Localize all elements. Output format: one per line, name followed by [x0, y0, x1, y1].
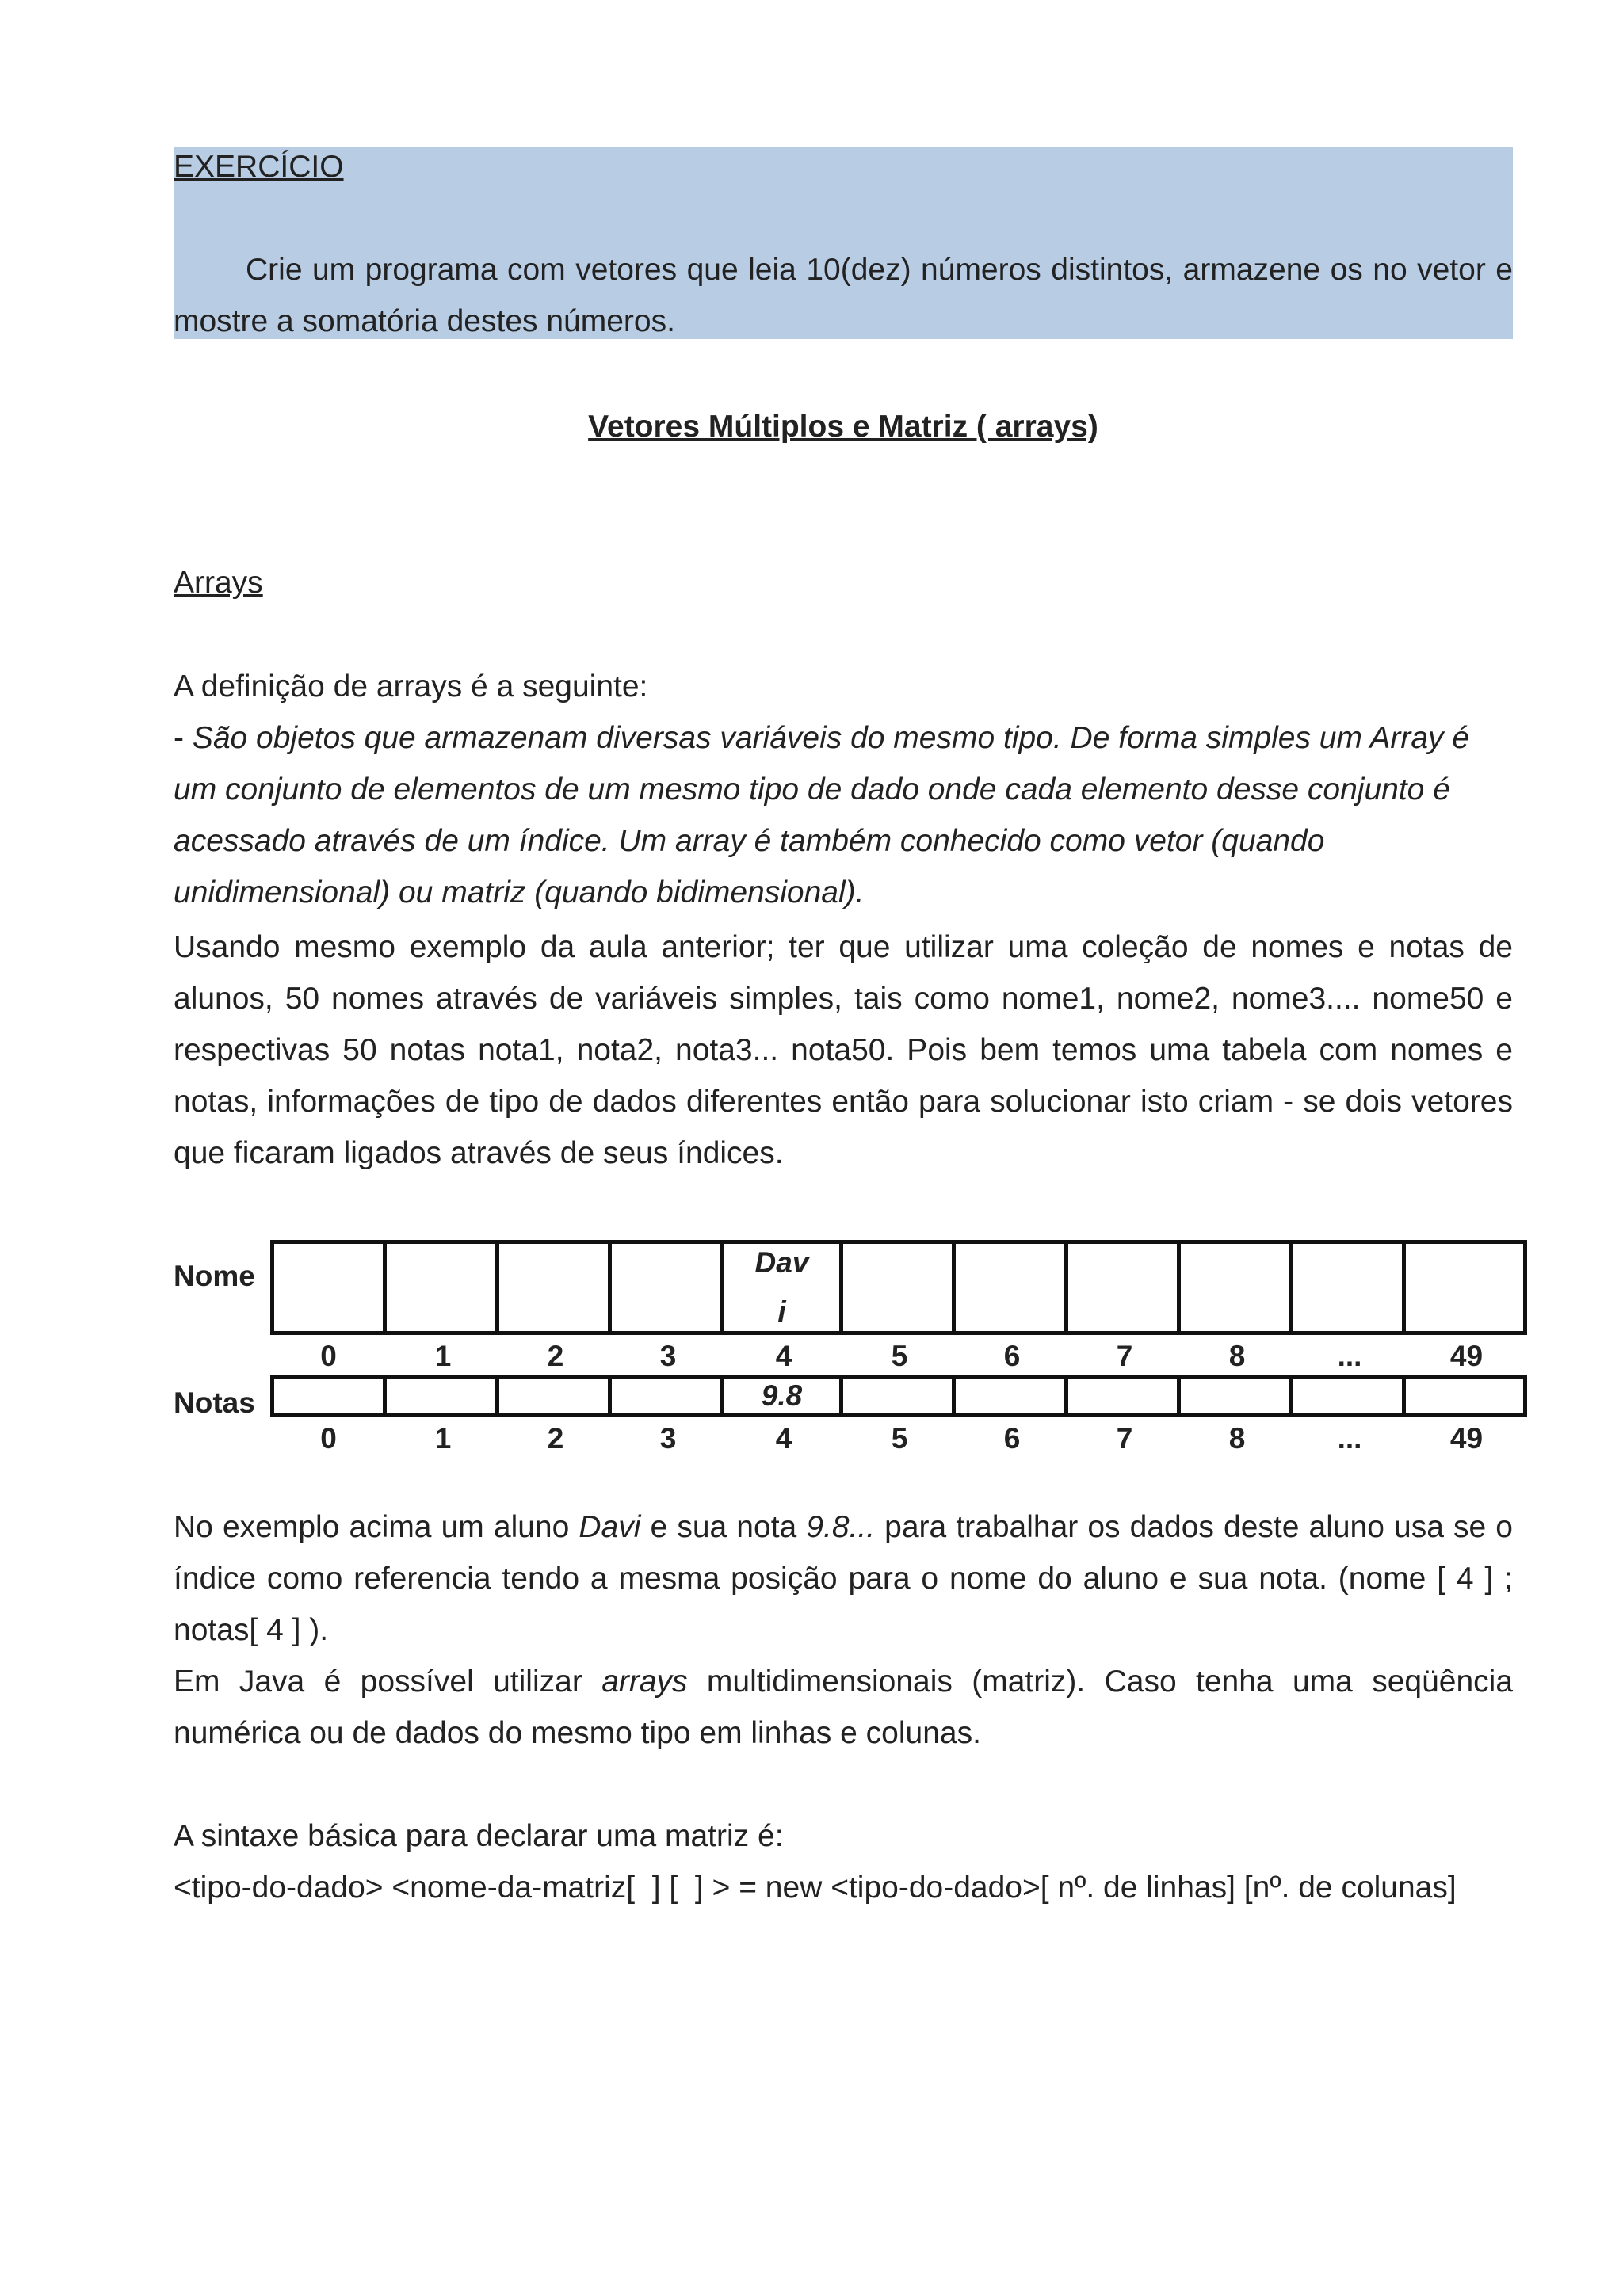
nota-cell [495, 1375, 612, 1417]
index-label: 4 [775, 1340, 792, 1372]
definition-italic: São objetos que armazenam diversas variáveis do mesmo tipo. De forma simples um Array é um conjunto de elementos de um mesmo tipo de dado onde cada elemento desse conjunto é acessado através de um índice. Um array é também conhecido como vetor (quando unidimensional) ou matriz (quando bidimensional). [174, 721, 1470, 910]
syntax-code: <tipo-do-dado> <nome-da-matriz[ ] [ ] > = new <tipo-do-dado>[ nº. de linhas] [nº. de colunas] [174, 1871, 1457, 1905]
index-label: 49 [1449, 1422, 1484, 1455]
index-label: 3 [659, 1340, 677, 1372]
example-paragraph-1 [174, 1501, 1513, 1656]
nome-value-line2: i [777, 1295, 786, 1328]
index-label: 2 [547, 1340, 564, 1372]
index-label: 5 [891, 1340, 908, 1372]
index-label: ... [1337, 1340, 1362, 1372]
nota-cell-4 [720, 1375, 843, 1417]
example-paragraph-2 [174, 1656, 1513, 1759]
nota-cell [1064, 1375, 1181, 1417]
nome-label: Nome [174, 1260, 255, 1292]
index-label: 1 [434, 1340, 452, 1372]
index-label: 5 [891, 1422, 908, 1455]
example-text-c: para trabalhar os dados deste aluno usa se o índice como referencia tendo a mesma posição para o nome do aluno e sua nota. (nome [ 4 ] ; notas[ 4 ] ). [174, 1510, 1513, 1647]
nome-cell [1177, 1240, 1293, 1335]
nome-value-line1: Dav [754, 1246, 809, 1279]
nome-cell-4 [720, 1240, 843, 1335]
index-label: 2 [547, 1422, 564, 1455]
definition-text [174, 712, 1521, 918]
nota-cell [952, 1375, 1068, 1417]
index-label: ... [1337, 1422, 1362, 1455]
nome-cell [1402, 1240, 1527, 1335]
example-student-name: Davi [579, 1510, 641, 1544]
nota-cell [839, 1375, 956, 1417]
notas-array [270, 1375, 1527, 1417]
nome-cell [495, 1240, 612, 1335]
index-label: 0 [320, 1340, 337, 1372]
nota-cell [1402, 1375, 1527, 1417]
example-text-a: No exemplo acima um aluno [174, 1510, 579, 1544]
example-student-grade: 9.8... [806, 1510, 876, 1544]
index-label: 7 [1116, 1422, 1133, 1455]
definition-dash: - [174, 721, 193, 755]
java-text-b: multidimensionais (matriz). Caso tenha uma seqüência numérica ou de dados do mesmo tipo em linhas e colunas. [174, 1665, 1514, 1750]
nome-array [270, 1240, 1527, 1335]
nome-cell [839, 1240, 956, 1335]
java-arrays-word: arrays [601, 1665, 688, 1699]
nota-cell [1289, 1375, 1406, 1417]
index-label: 0 [320, 1422, 337, 1455]
nome-cell [952, 1240, 1068, 1335]
index-label: 6 [1003, 1340, 1021, 1372]
notas-index-row [270, 1420, 1527, 1458]
nome-cell [1289, 1240, 1406, 1335]
index-label: 7 [1116, 1340, 1133, 1372]
nome-index-row [270, 1337, 1527, 1375]
nome-cell [608, 1240, 724, 1335]
definition-intro: A definição de arrays é a seguinte: [174, 669, 648, 704]
index-label: 4 [775, 1422, 792, 1455]
index-label: 49 [1449, 1340, 1484, 1372]
index-label: 8 [1228, 1422, 1246, 1455]
index-label: 6 [1003, 1422, 1021, 1455]
nota-cell [270, 1375, 387, 1417]
nota-cell [608, 1375, 724, 1417]
nome-cell [383, 1240, 499, 1335]
exercise-heading: EXERCÍCIO [174, 150, 344, 184]
notas-label: Notas [174, 1386, 255, 1419]
index-label: 3 [659, 1422, 677, 1455]
nome-cell [1064, 1240, 1181, 1335]
nota-value: 9.8 [761, 1379, 803, 1412]
syntax-intro: A sintaxe básica para declarar uma matriz é: [174, 1819, 784, 1853]
nota-cell [1177, 1375, 1293, 1417]
nome-cell [270, 1240, 387, 1335]
exercise-text: Crie um programa com vetores que leia 10(dez) números distintos, armazene os no vetor e mostre a somatória destes números. [174, 253, 1513, 338]
example-text-b: e sua nota [640, 1510, 807, 1544]
java-text-a: Em Java é possível utilizar [174, 1665, 602, 1699]
paragraph-using: Usando mesmo exemplo da aula anterior; ter que utilizar uma coleção de nomes e notas de alunos, 50 nomes através de variáveis simples, tais como nome1, nome2, nome3.... nome50 e respectivas 50 notas nota1, nota2, nota3... nota50. Pois bem temos uma tabela com nomes e notas, informações de tipo de dados diferentes então para solucionar isto criam - se dois vetores que ficaram ligados através de seus índices. [174, 930, 1513, 1170]
section-title: Vetores Múltiplos e Matriz ( arrays) [588, 410, 1098, 444]
index-label: 8 [1228, 1340, 1246, 1372]
arrays-heading: Arrays [174, 566, 263, 600]
nota-cell [383, 1375, 499, 1417]
index-label: 1 [434, 1422, 452, 1455]
